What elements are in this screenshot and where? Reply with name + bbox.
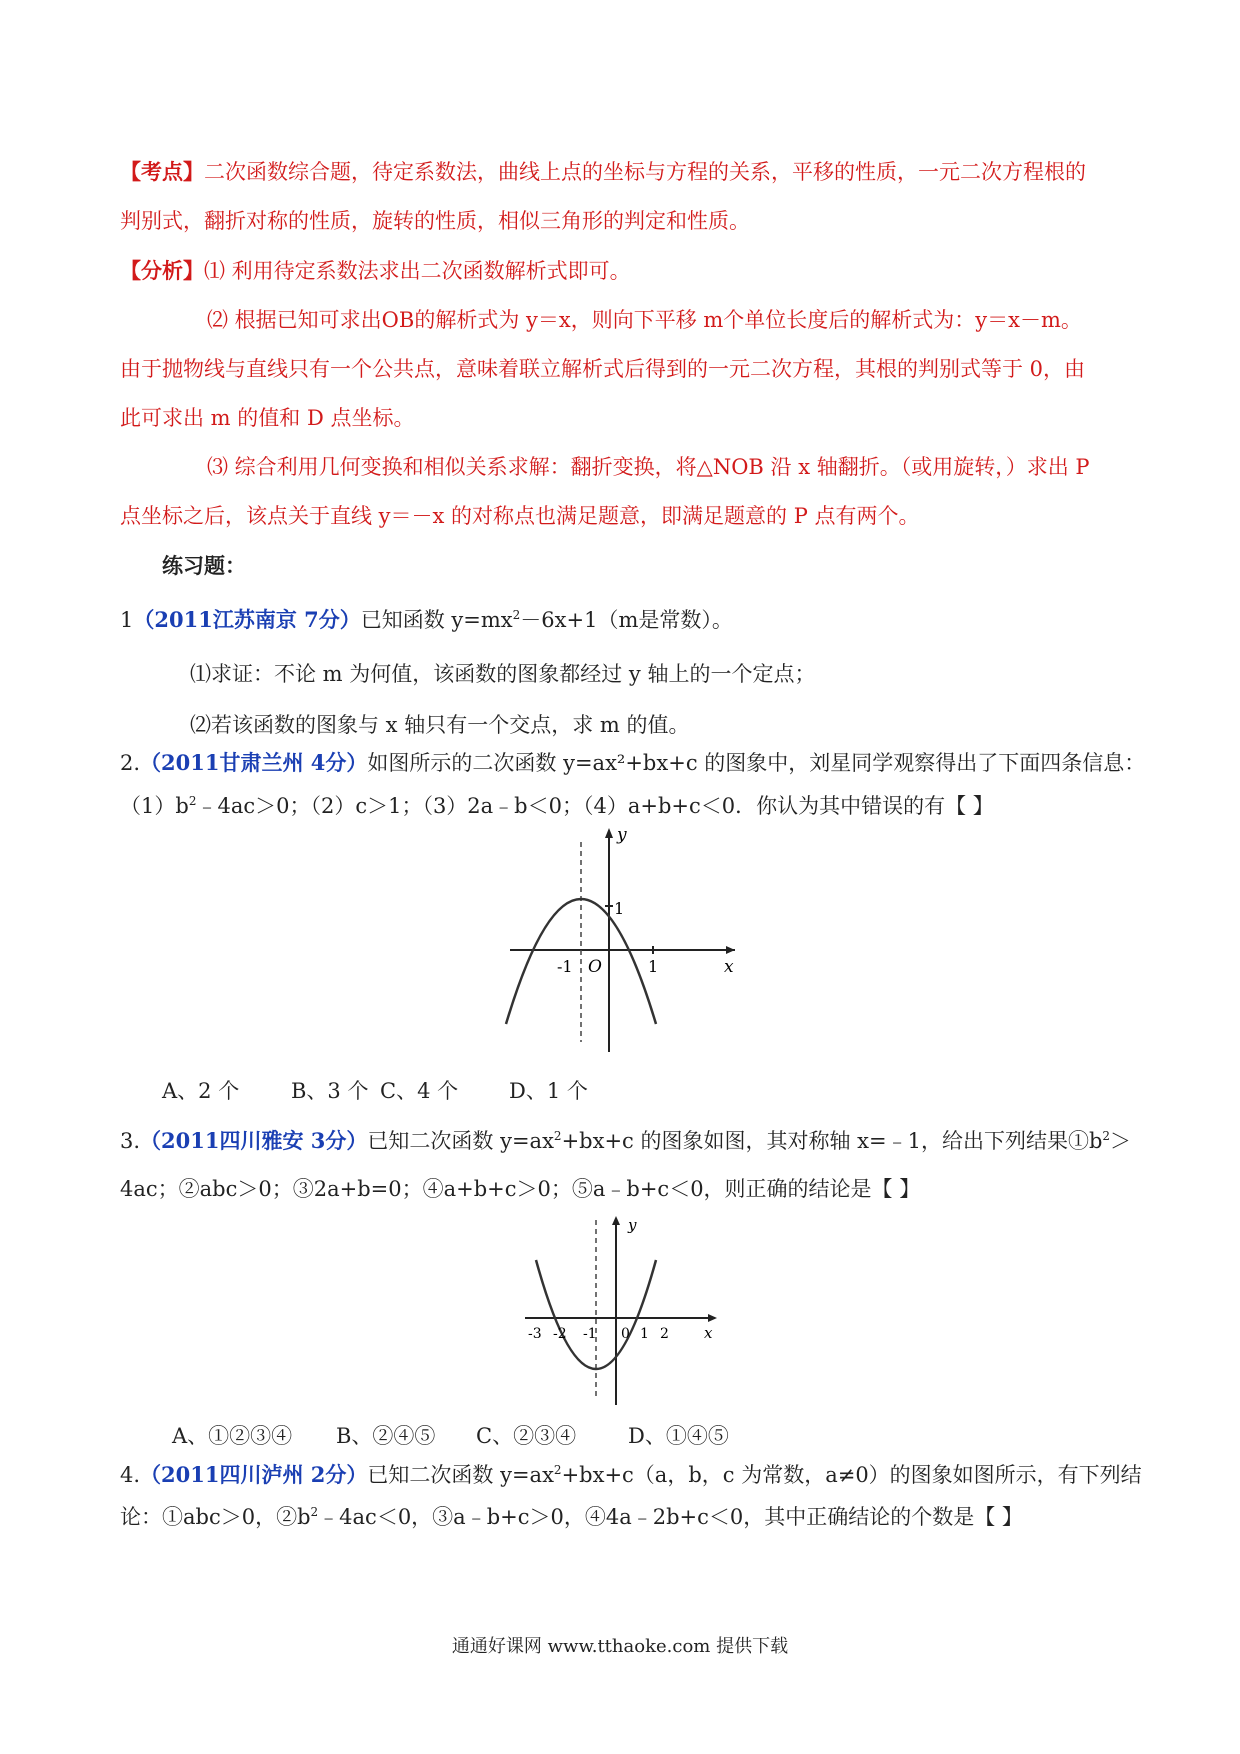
q1-stem: 1（2011江苏南京 7分）已知函数 $y=mx^2-6x+1(m$是常数）。: [120, 607, 733, 632]
q3-option-b: B、②④⑤: [336, 1424, 436, 1448]
q3-y-arrow: [612, 1216, 620, 1225]
page-footer: 通通好课网 www.tthaoke.com 提供下载: [451, 1636, 789, 1657]
q4-stem: 4.（2011四川泸州 2分）已知二次函数 $y=ax^2+bx+c(a$，b，c 为常数，a≠0）的图象如图所示，有下列结: [120, 1462, 1142, 1487]
q2-label-origin: O: [588, 957, 602, 977]
kaodian-line-2: 判别式，翻折对称的性质，旋转的性质，相似三角形的判定和性质。: [120, 209, 750, 233]
q3-label-m1: -1: [583, 1326, 597, 1342]
q3-x-arrow: [708, 1314, 717, 1322]
q3-option-d: D、①④⑤: [628, 1424, 729, 1448]
q3-parabola-graph: [520, 1210, 720, 1410]
q2-stem: 2.（2011甘肃兰州 4分）如图所示的二次函数 y=ax²+bx+c 的图象中，刘星同学观察得出了下面四条信息：: [120, 750, 1146, 775]
kaodian-line-1: 【考点】二次函数综合题，待定系数法，曲线上点的坐标与方程的关系，平移的性质，一元二次方程根的: [120, 159, 1086, 184]
practice-title: 练习题：: [162, 553, 246, 578]
q3-label-m2: -2: [553, 1326, 567, 1342]
fenxi-p2-line-1: ⑵ 根据已知可求出OB的解析式为 y＝x，则向下平移 m个单位长度后的解析式为：y＝x－m。: [207, 308, 1082, 332]
fenxi-p3-line-2: 点坐标之后，该点关于直线 y＝－x 的对称点也满足题意，即满足题意的 P 点有两个。: [120, 504, 920, 528]
q2-label-neg1: -1: [557, 957, 573, 976]
fenxi-p2-line-3: 此可求出 m 的值和 D 点坐标。: [120, 406, 415, 430]
q2-option-b: B、3 个: [291, 1079, 369, 1103]
q2-x-arrow: [726, 946, 735, 954]
q2-label-1-y: 1: [614, 899, 625, 918]
q2-y-label: y: [617, 825, 627, 845]
fenxi-line-1: 【分析】⑴ 利用待定系数法求出二次函数解析式即可。: [120, 258, 631, 283]
q3-line-2: 4ac；②abc＞0；③2a+b=0；④a+b+c＞0；⑤a﹣b+c＜0，则正确的结论是【 】: [120, 1177, 921, 1201]
q2-label-1-x: 1: [648, 957, 659, 976]
q2-option-a: A、2 个: [162, 1079, 240, 1103]
q2-conditions: $(1)b^2﹣4ac>0$；（2）c＞1；（3）2a﹣b＜0；（4）a+b+c＜0．你认为其中错误的有【 】: [120, 794, 994, 818]
q2-x-label: x: [724, 957, 734, 977]
q1-sub2: ⑵若该函数的图象与 x 轴只有一个交点，求 m 的值。: [190, 713, 690, 737]
q3-x-label: x: [704, 1324, 713, 1342]
q2-option-c: C、4 个: [380, 1079, 459, 1103]
q3-label-0: 0: [621, 1326, 630, 1342]
q3-label-m3: -3: [528, 1326, 542, 1342]
fenxi-p3-line-1: ⑶ 综合利用几何变换和相似关系求解：翻折变换，将△NOB 沿 x 轴翻折。（或用旋转，）求出 P: [207, 455, 1090, 479]
q3-stem: 3.（2011四川雅安 3分）已知二次函数 $y=ax^2+bx+c$ 的图象如图，其对称轴 x=﹣1，给出下列结果$①b^2>$: [120, 1128, 1132, 1153]
q1-sub1: ⑴求证：不论 m 为何值，该函数的图象都经过 y 轴上的一个定点；: [190, 662, 816, 686]
q3-option-c: C、②③④: [476, 1424, 577, 1448]
q3-label-2: 2: [660, 1326, 669, 1342]
q3-label-1: 1: [640, 1326, 649, 1342]
q3-option-a: A、①②③④: [172, 1424, 293, 1448]
q2-option-d: D、1 个: [509, 1079, 588, 1103]
q2-y-arrow: [605, 828, 613, 838]
q3-y-label: y: [628, 1216, 637, 1234]
q4-line-2: 论：①abc＞0，$②b^2﹣4ac<0$，③a﹣b+c＞0，④4a﹣2b+c＜0，其中正确结论的个数是【 】: [120, 1505, 1023, 1529]
q2-parabola-graph: [500, 822, 740, 1062]
fenxi-p2-line-2: 由于抛物线与直线只有一个公共点，意味着联立解析式后得到的一元二次方程，其根的判别式等于 0，由: [120, 357, 1086, 381]
